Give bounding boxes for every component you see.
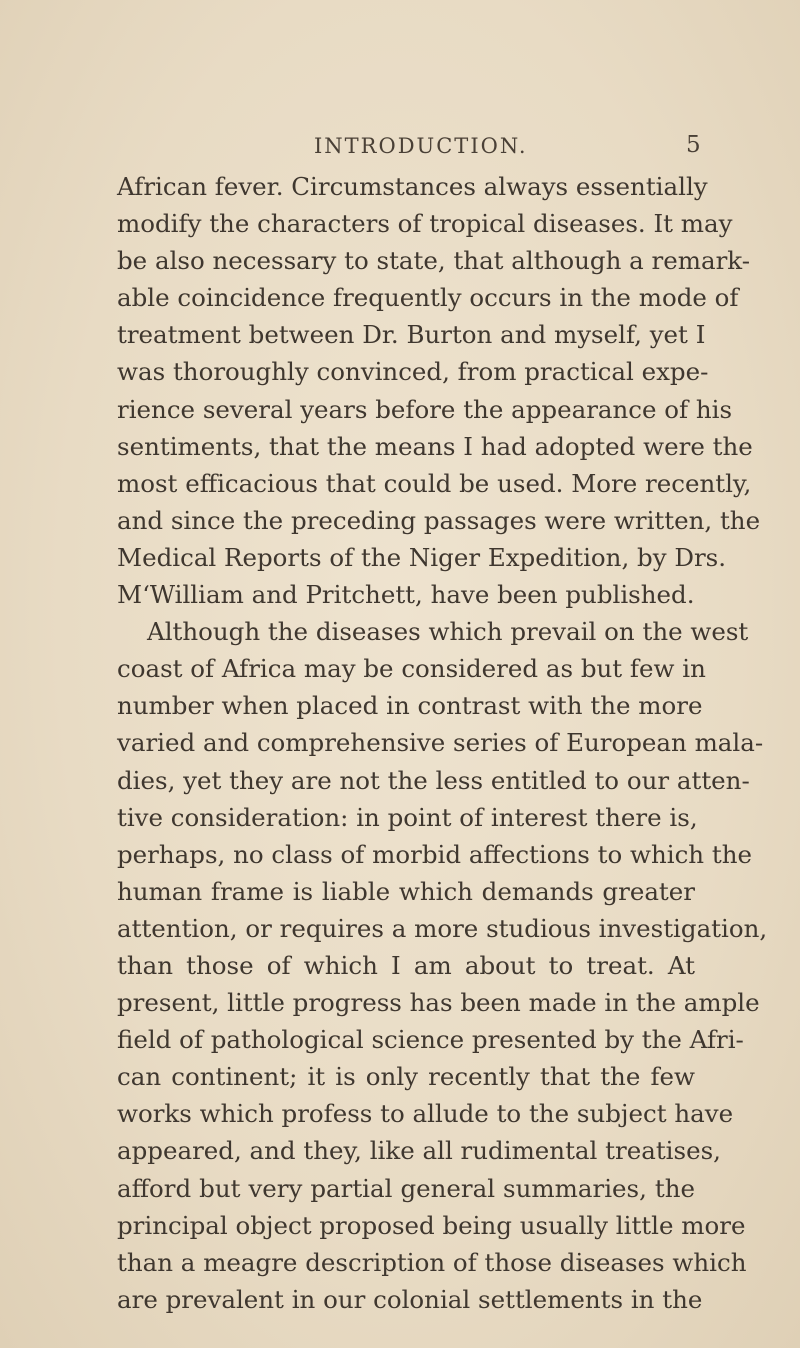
text-line: M‘William and Pritchett, have been published. bbox=[117, 580, 695, 610]
text-line: African fever. Circumstances always essentially bbox=[117, 172, 708, 201]
text-line: able coincidence frequently occurs in the mode of bbox=[117, 283, 739, 313]
text-line: was thoroughly convinced, from practical expe- bbox=[117, 357, 709, 387]
text-line: field of pathological science presented by the Afri- bbox=[117, 1025, 744, 1055]
text-line: number when placed in contrast with the more bbox=[117, 691, 703, 721]
text-line: treatment between Dr. Burton and myself, yet I bbox=[117, 320, 706, 350]
text-line: works which profess to allude to the subject have bbox=[117, 1099, 734, 1129]
text-line: attention, or requires a more studious investigation, bbox=[117, 913, 768, 943]
text-line: tive consideration: in point of interest there is, bbox=[117, 802, 698, 832]
running-head: INTRODUCTION. bbox=[314, 134, 528, 158]
text-line: appeared, and they, like all rudimental treatises, bbox=[117, 1136, 721, 1166]
page-header bbox=[0, 130, 800, 166]
page-number: 5 bbox=[686, 132, 701, 158]
text-line: principal object proposed being usually little more bbox=[117, 1210, 746, 1240]
text-line: than those of which I am about to treat. At bbox=[117, 950, 695, 980]
text-line: dies, yet they are not the less entitled to our atten- bbox=[117, 765, 750, 795]
text-line: sentiments, that the means I had adopted were the bbox=[117, 431, 753, 461]
body-text bbox=[117, 168, 768, 1318]
text-line: present, little progress has been made in the ample bbox=[117, 988, 760, 1018]
text-line: and since the preceding passages were written, the bbox=[117, 505, 761, 535]
text-line: human frame is liable which demands greater bbox=[117, 876, 695, 906]
text-line: most efficacious that could be used. More recently, bbox=[117, 468, 752, 498]
text-line: rience several years before the appearance of his bbox=[117, 394, 733, 424]
text-line: be also necessary to state, that although a remark- bbox=[117, 246, 751, 276]
text-line: than a meagre description of those diseases which bbox=[117, 1247, 747, 1277]
text-line: are prevalent in our colonial settlements in the bbox=[117, 1284, 703, 1314]
text-line: afford but very partial general summaries, the bbox=[117, 1173, 695, 1203]
text-line: varied and comprehensive series of European mala- bbox=[117, 728, 764, 758]
text-line: perhaps, no class of morbid affections to which the bbox=[117, 839, 753, 869]
text-line: Although the diseases which prevail on the west bbox=[147, 617, 749, 647]
text-line: modify the characters of tropical diseases. It may bbox=[117, 209, 733, 239]
text-line: coast of Africa may be considered as but few in bbox=[117, 654, 706, 684]
text-line: can continent; it is only recently that the few bbox=[117, 1062, 695, 1092]
text-line: Medical Reports of the Niger Expedition, by Drs. bbox=[117, 542, 727, 572]
